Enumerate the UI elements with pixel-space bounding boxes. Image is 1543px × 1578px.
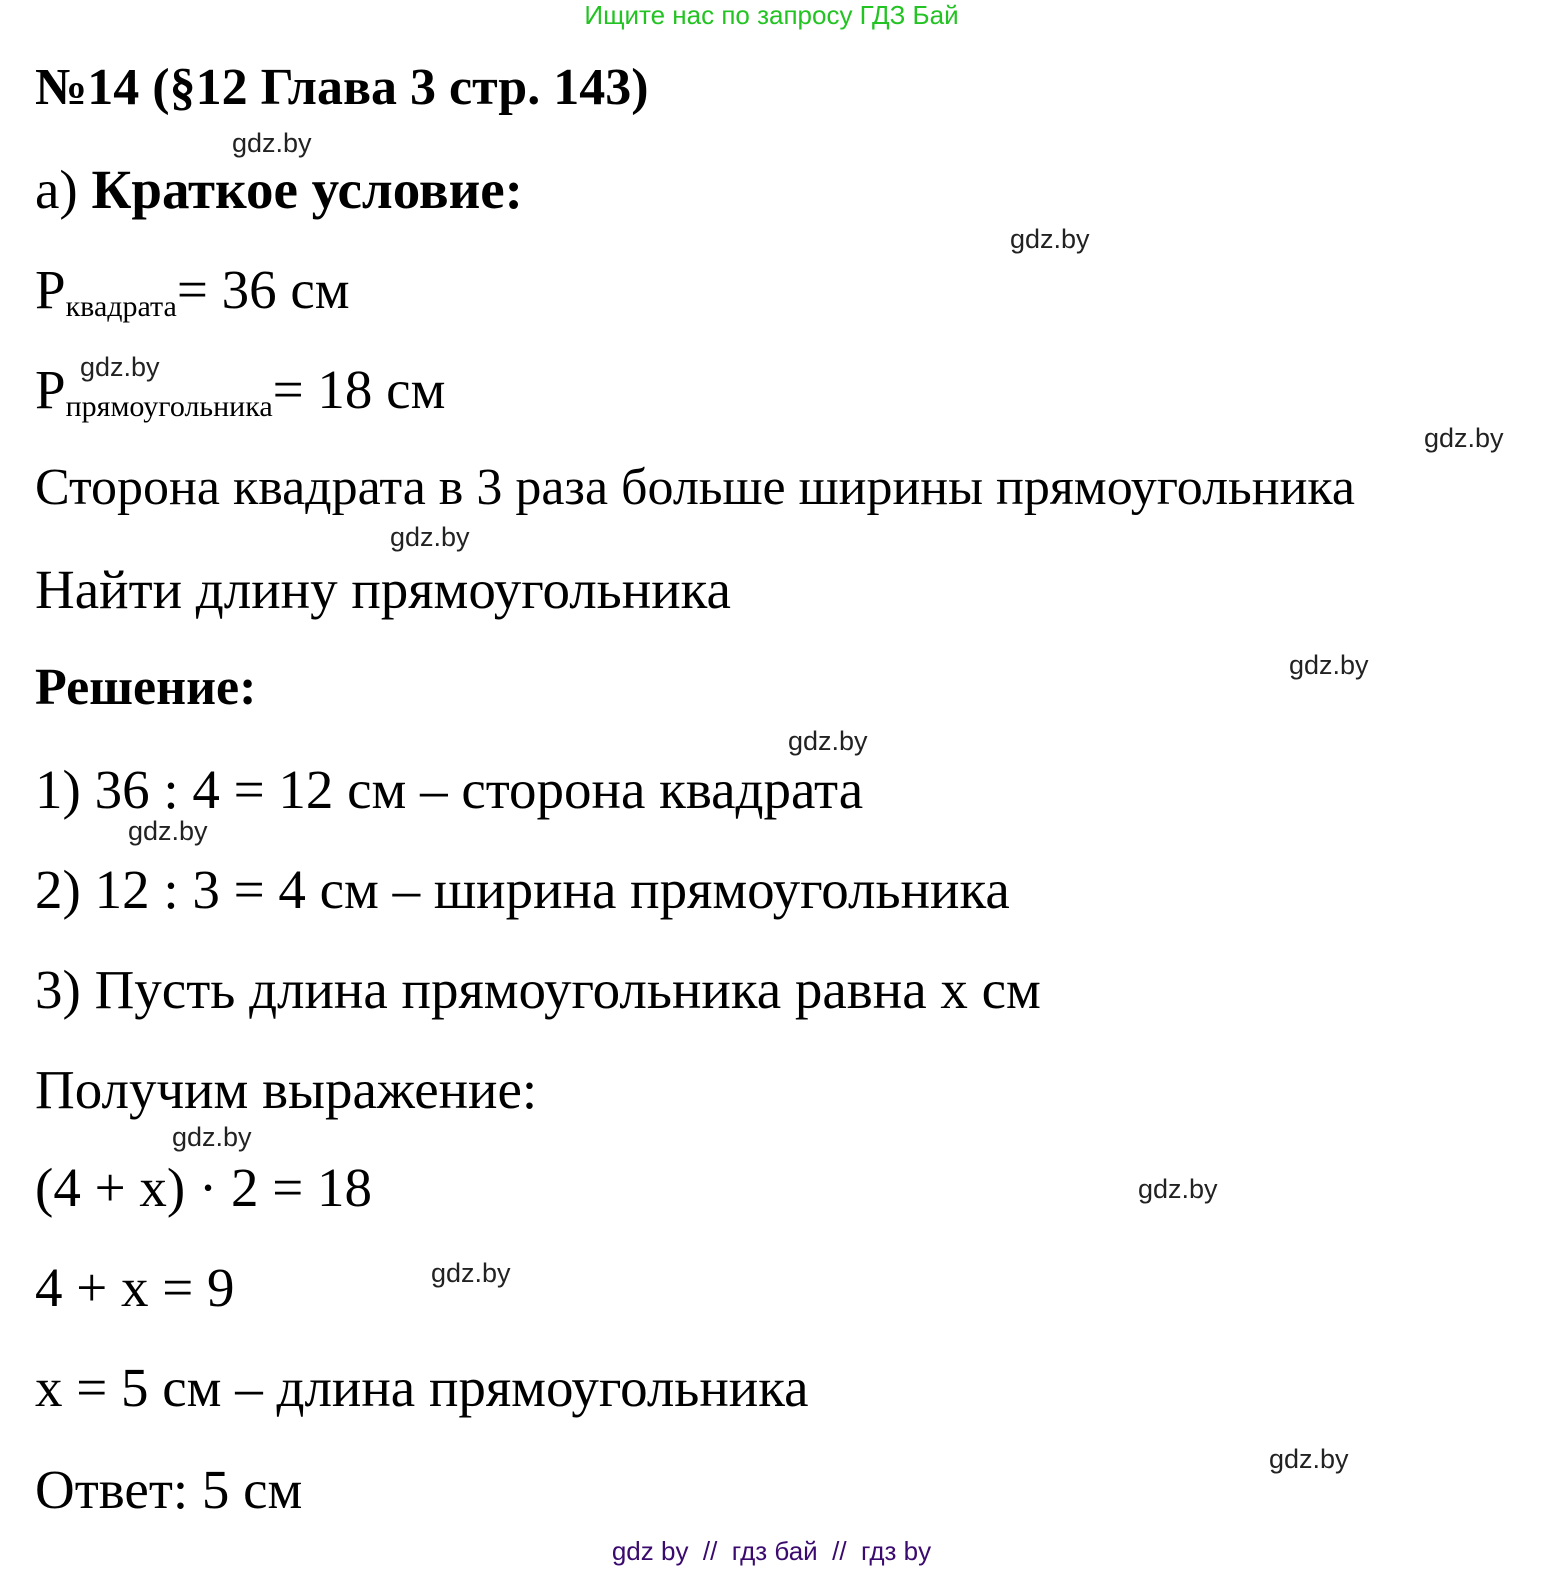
condition-heading-text: Краткое условие: [91,159,523,220]
watermark: gdz.by [431,1258,511,1288]
watermark: gdz.by [390,522,470,552]
symbol: P [35,359,66,420]
watermark: gdz.by [128,816,208,846]
equation-1: (4 + x) · 2 = 18 [35,1157,372,1218]
watermark: gdz.by [172,1122,252,1152]
watermark: gdz.by [232,128,312,158]
page-title: №14 (§12 Глава 3 стр. 143) [35,59,649,116]
watermark: gdz.by [1269,1444,1349,1474]
symbol: P [35,259,66,320]
statement: Сторона квадрата в 3 раза больше ширины прямоугольника [35,459,1355,516]
given-square-perimeter [35,259,350,323]
watermark: gdz.by [788,726,868,756]
find-text: Найти длину прямоугольника [35,559,731,620]
equation-2: 4 + x = 9 [35,1257,235,1318]
solution-heading: Решение: [35,659,257,716]
watermark: gdz.by [1010,224,1090,254]
condition-heading [35,159,523,220]
equation-3: x = 5 см – длина прямоугольника [35,1357,809,1418]
step-2: 2) 12 : 3 = 4 см – ширина прямоугольника [35,859,1010,920]
step-3: 3) Пусть длина прямоугольника равна x см [35,959,1041,1020]
subscript: квадрата [65,290,177,323]
step-1: 1) 36 : 4 = 12 см – сторона квадрата [35,759,864,820]
search-banner: Ищите нас по запросу ГДЗ Бай [584,0,959,30]
footer-links: gdz by // гдз бай // гдз by [611,1536,932,1566]
watermark: gdz.by [80,352,160,382]
watermark: gdz.by [1289,650,1369,680]
watermark: gdz.by [1138,1174,1218,1204]
subscript: прямоугольника [65,390,273,423]
answer: Ответ: 5 см [35,1459,303,1520]
expression-intro: Получим выражение: [35,1059,538,1120]
value: = 36 см [176,259,350,320]
watermark: gdz.by [1424,423,1504,453]
condition-prefix: а) [35,159,78,220]
value: = 18 см [272,359,446,420]
